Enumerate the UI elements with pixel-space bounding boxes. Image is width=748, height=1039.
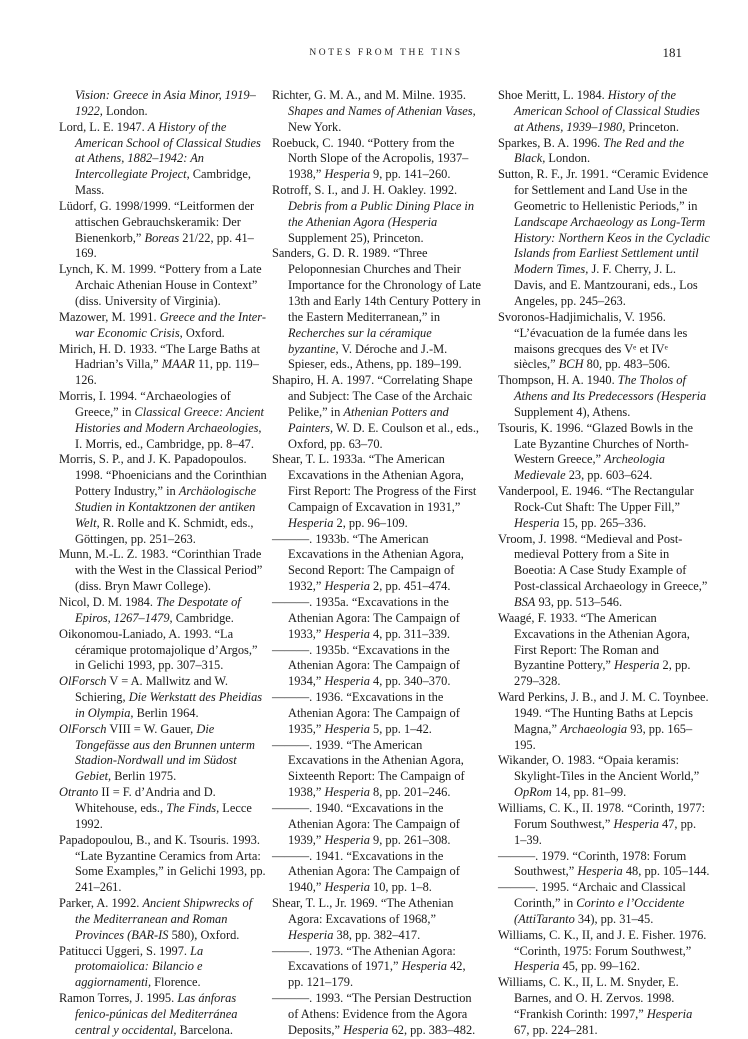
bibliography-entry: [59, 452, 267, 547]
bibliography-entry: [498, 975, 710, 1038]
entry-italic-text: History of the American School of Classical Studies at Athens, 1939–1980,: [514, 88, 700, 134]
bibliography-entry: [272, 246, 484, 373]
entry-italic-text: Debris from a Public Dining Place in the Athenian Agora (Hesperia: [288, 198, 475, 229]
entry-text: Vanderpool, E. 1946. “The Rectangular Rock-Cut Shaft: The Upper Fill,”: [498, 484, 694, 514]
bibliography-entry: [272, 183, 484, 246]
bibliography-entry: [498, 849, 710, 881]
entry-italic-text: Archäologische Studien in Kontaktzonen der antiken Welt,: [75, 484, 257, 530]
entry-text: Lord, L. E. 1947.: [59, 119, 148, 134]
bibliography-entry: [498, 373, 710, 421]
entry-text: Princeton.: [625, 119, 679, 134]
entry-text: Berlin 1975.: [111, 769, 177, 784]
entry-text: ———. 1940. “Excavations in the Athenian Agora: The Campaign of 1939,”: [272, 800, 460, 847]
entry-italic-text: Hesperia: [646, 1006, 693, 1021]
entry-text: II = F. d’Andria and D. Whitehouse, eds.,: [75, 785, 216, 815]
entry-text: Williams, C. K., II, L. M. Snyder, E. Barnes, and O. H. Zervos. 1998. “Frankish Corinth: 1997,”: [498, 975, 679, 1021]
entry-text: Patitucci Uggeri, S. 1997.: [59, 943, 191, 958]
entry-text: 47, pp. 1–39.: [514, 816, 697, 847]
entry-text: Nicol, D. M. 1984.: [59, 595, 157, 609]
entry-text: 9, pp. 141–260.: [369, 167, 451, 182]
entry-italic-text: Hesperia: [324, 167, 370, 182]
entry-text: Oxford.: [182, 325, 225, 340]
entry-text: Morris, I. 1994. “Archaeologies of Greece,” in: [59, 389, 231, 419]
bibliography-entry: [498, 88, 710, 136]
entry-text: V. Déroche and J.-M. Spieser, eds., Athens, pp. 189–199.: [288, 341, 462, 372]
bibliography-entry: [59, 88, 267, 120]
entry-text: Shear, T. L., Jr. 1969. “The Athenian Agora: Excavations of 1968,”: [272, 896, 454, 926]
entry-italic-text: Hesperia: [288, 927, 334, 942]
entry-text: Richter, G. M. A., and M. Milne. 1935.: [272, 88, 466, 102]
bibliography-entry: [498, 753, 710, 801]
entry-text: Sanders, G. D. R. 1989. “Three Peloponnesian Churches and Their Importance for the Chronology of Late 13th and Early 14th Century Pottery in the Eastern Mediterranean,” in: [272, 246, 482, 324]
entry-text: 15, pp. 265–336.: [559, 515, 647, 530]
bibliography-entry: [498, 484, 710, 532]
entry-italic-text: The Finds,: [166, 800, 220, 815]
entry-text: 62, pp. 383–482.: [388, 1022, 476, 1037]
entry-text: ———. 1933b. “The American Excavations in the Athenian Agora, Second Report: The Campaign of 1932,”: [272, 531, 464, 594]
bibliography-entry: [498, 167, 710, 310]
bibliography-entry: [59, 991, 267, 1039]
entry-text: 2, pp. 96–109.: [333, 515, 408, 530]
entry-text: 5, pp. 1–42.: [369, 721, 432, 736]
entry-text: Lüdorf, G. 1998/1999. “Leitformen der attischen Gebrauchskeramik: Der Bienenkorb,”: [59, 198, 255, 245]
entry-italic-text: Hesperia: [401, 959, 447, 974]
bibliography-entry: [272, 801, 484, 849]
bibliography-entry: [272, 690, 484, 738]
entry-italic-text: Otranto: [59, 785, 99, 800]
entry-italic-text: Archaeologia: [560, 721, 628, 736]
entry-italic-text: OpRom: [514, 785, 552, 800]
entry-text: ———. 1935b. “Excavations in the Athenian Agora: The Campaign of 1934,”: [272, 642, 460, 689]
entry-text: ———. 1941. “Excavations in the Athenian Agora: The Campaign of 1940,”: [272, 848, 460, 895]
entry-text: Shoe Meritt, L. 1984.: [498, 88, 608, 102]
bibliography-entry: [59, 674, 267, 722]
entry-text: New York.: [288, 119, 342, 134]
entry-italic-text: Recherches sur la céramique byzantine,: [288, 325, 432, 356]
entry-text: Mazower, M. 1991.: [59, 309, 160, 324]
entry-text: London.: [102, 103, 148, 118]
entry-italic-text: Hesperia: [514, 959, 560, 974]
bibliography-entry: [59, 896, 267, 944]
entry-italic-text: Die Tongefässe aus den Brunnen unterm Stadion-Nordwall und im Südost Gebiet,: [75, 721, 255, 784]
entry-italic-text: Shapes and Names of Athenian Vases,: [288, 103, 476, 118]
entry-text: Shapiro, H. A. 1997. “Correlating Shape and Subject: The Case of the Archaic Pelike,” in: [272, 373, 473, 419]
bibliography-entry: [498, 928, 710, 976]
entry-text: Lynch, K. M. 1999. “Pottery from a Late Archaic Athenian House in Context” (diss. University of Virginia).: [59, 262, 262, 308]
entry-italic-text: Las ánforas fenico-púnicas del Mediterránea central y occidental,: [75, 991, 238, 1037]
entry-text: 21/22, pp. 41–169.: [75, 230, 254, 261]
entry-text: Waagé, F. 1933. “The American Excavations in the Athenian Agora, First Report: The Roman and Byzantine Pottery,”: [498, 610, 690, 673]
entry-italic-text: Boreas: [144, 230, 180, 245]
bibliography-entry: [272, 944, 484, 992]
bibliography-entry: [272, 991, 484, 1039]
entry-text: ———. 1936. “Excavations in the Athenian Agora: The Campaign of 1935,”: [272, 690, 460, 736]
bibliography-entry: [59, 627, 267, 675]
entry-italic-text: Hesperia: [613, 816, 659, 831]
entry-text: R. Rolle and K. Schmidt, eds., Göttingen, pp. 251–263.: [75, 515, 254, 546]
entry-text: 580), Oxford.: [168, 927, 240, 942]
bibliography-entry: [498, 611, 710, 690]
entry-text: Florence.: [151, 975, 201, 990]
bibliography-entry: [272, 595, 484, 643]
entry-italic-text: OlForsch: [59, 721, 107, 736]
entry-text: ———. 1973. “The Athenian Agora: Excavations of 1971,”: [272, 943, 456, 974]
entry-text: Sparkes, B. A. 1996.: [498, 135, 604, 150]
bibliography-column-3: [498, 88, 710, 1039]
bibliography-entry: [272, 373, 484, 452]
entry-text: ———. 1995. “Archaic and Classical Corinth,” in: [498, 880, 686, 911]
entry-text: Williams, C. K., II, and J. E. Fisher. 1976. “Corinth, 1975: Forum Southwest,”: [498, 927, 707, 958]
entry-text: Papadopoulou, B., and K. Tsouris. 1993. “Late Byzantine Ceramics from Arta: Some Examples,” in Gelichi 1993, pp. 241–261.: [59, 832, 266, 895]
bibliography-entry: [59, 120, 267, 199]
entry-italic-text: OlForsch: [59, 674, 107, 689]
entry-italic-text: Archeologia Medievale: [514, 452, 665, 483]
entry-italic-text: Hesperia: [324, 880, 370, 895]
entry-text: 48, pp. 105–144.: [622, 864, 710, 879]
bibliography-entry: [59, 595, 267, 627]
bibliography-entry: [498, 880, 710, 928]
entry-text: Vroom, J. 1998. “Medieval and Post-medieval Pottery from a Site in Boeotia: A Case Study Example of Post-classical Archaeology in Greece,”: [498, 531, 708, 594]
entry-text: Oikonomou-Laniado, A. 1993. “La céramique protomajolique d’Argos,” in Gelichi 1993, pp. 307–315.: [59, 626, 258, 673]
entry-text: 4, pp. 311–339.: [369, 626, 451, 641]
entry-text: Parker, A. 1992.: [59, 896, 143, 911]
entry-italic-text: Athenian Potters and Painters,: [288, 404, 449, 435]
entry-italic-text: Die Werkstatt des Pheidias in Olympia,: [75, 690, 263, 720]
entry-text: 14, pp. 81–99.: [551, 785, 627, 800]
entry-italic-text: A History of the American School of Classical Studies at Athens, 1882–1942: An Intercollegiate Project,: [75, 119, 261, 182]
entry-text: 38, pp. 382–417.: [333, 927, 421, 942]
entry-text: V = A. Mallwitz and W. Schiering,: [75, 674, 228, 705]
entry-text: 93, pp. 165–195.: [514, 721, 693, 752]
running-head-title: NOTES FROM THE TINS: [309, 48, 463, 58]
bibliography-entry: [498, 801, 710, 849]
entry-text: 9, pp. 261–308.: [369, 832, 451, 847]
entry-italic-text: Classical Greece: Ancient Histories and Modern Archaeologies,: [75, 404, 264, 435]
entry-italic-text: Hesperia: [324, 579, 370, 594]
entry-italic-text: Hesperia: [324, 785, 370, 800]
entry-text: 80, pp. 483–506.: [583, 357, 671, 372]
bibliography-entry: [272, 452, 484, 531]
bibliography-entry: [59, 547, 267, 595]
entry-text: Barcelona.: [176, 1022, 233, 1037]
entry-text: 67, pp. 224–281.: [514, 1022, 598, 1037]
entry-text: Cambridge.: [172, 610, 234, 625]
entry-text: I. Morris, ed., Cambridge, pp. 8–47.: [75, 436, 254, 451]
entry-italic-text: Hesperia: [343, 1022, 389, 1037]
bibliography-entry: [498, 532, 710, 611]
entry-text: Ward Perkins, J. B., and J. M. C. Toynbee. 1949. “The Hunting Baths at Lepcis Magna,”: [498, 690, 709, 736]
bibliography-entry: [272, 643, 484, 691]
bibliography-entry: [272, 532, 484, 595]
entry-text: Rotroff, S. I., and J. H. Oakley. 1992.: [272, 183, 458, 198]
bibliography-column-1: [59, 88, 267, 1039]
bibliography-entry: [59, 199, 267, 262]
entry-text: Tsouris, K. 1996. “Glazed Bowls in the Late Byzantine Churches of North-Western Greece,”: [498, 420, 693, 467]
bibliography-entry: [59, 833, 267, 896]
bibliography-entry: [498, 690, 710, 753]
entry-text: 23, pp. 603–624.: [565, 468, 653, 483]
bibliography-entry: [59, 785, 267, 833]
entry-text: ———. 1993. “The Persian Destruction of Athens: Evidence from the Agora Deposits,”: [272, 991, 472, 1037]
entry-italic-text: Landscape Archaeology as Long-Term History: Northern Keos in the Cycladic Islands from Earliest Settlement until Modern Times,: [514, 214, 710, 277]
entry-text: VIII = W. Gauer,: [106, 721, 197, 736]
page-number: 181: [662, 45, 682, 60]
entry-italic-text: MAAR: [161, 357, 195, 372]
entry-text: 2, pp. 451–474.: [369, 579, 451, 594]
entry-text: Thompson, H. A. 1940.: [498, 373, 618, 388]
bibliography-entry: [59, 310, 267, 342]
bibliography-entry: [272, 738, 484, 801]
bibliography-entry: [272, 136, 484, 184]
bibliography-entry: [59, 944, 267, 992]
entry-text: 34), pp. 31–45.: [574, 911, 654, 926]
entry-italic-text: Hesperia: [577, 864, 623, 879]
bibliography-entry: [59, 389, 267, 452]
bibliography-entry: [498, 310, 710, 373]
entry-text: 93, pp. 513–546.: [535, 595, 623, 609]
entry-italic-text: Hesperia: [288, 515, 334, 530]
bibliography-entry: [59, 262, 267, 310]
bibliography-entry: [498, 136, 710, 168]
entry-text: 2, pp. 279–328.: [514, 658, 691, 689]
bibliography-entry: [272, 88, 484, 136]
bibliography-entry: [498, 421, 710, 484]
entry-text: 4, pp. 340–370.: [369, 674, 451, 689]
entry-italic-text: The Despotate of Epiros, 1267–1479,: [75, 595, 241, 625]
bibliography-entry: [59, 342, 267, 390]
entry-text: J. F. Cherry, J. L. Davis, and E. Mantzourani, eds., Los Angeles, pp. 245–263.: [514, 262, 698, 308]
entry-italic-text: Vision: Greece in Asia Minor, 1919–1922,: [75, 88, 256, 118]
entry-italic-text: Hesperia: [324, 832, 370, 847]
entry-italic-text: Ancient Shipwrecks of the Mediterranean and Roman Provinces (BAR-IS: [75, 896, 253, 942]
entry-text: London.: [545, 151, 591, 166]
entry-text: Ramon Torres, J. 1995.: [59, 991, 178, 1006]
entry-italic-text: BCH: [558, 357, 584, 372]
entry-italic-text: La protomaiolica: Bilancio e aggiornamenti,: [75, 943, 204, 990]
entry-text: ———. 1939. “The American Excavations in the Athenian Agora, Sixteenth Report: The Campaign of 1938,”: [272, 737, 465, 800]
entry-text: ———. 1935a. “Excavations in the Athenian Agora: The Campaign of 1933,”: [272, 595, 460, 641]
entry-italic-text: Hesperia: [614, 658, 660, 673]
entry-text: Supplement 4), Athens.: [514, 404, 631, 419]
bibliography-entry: [59, 722, 267, 785]
entry-text: 11, pp. 119–126.: [75, 357, 259, 388]
entry-text: Lecce 1992.: [75, 800, 252, 831]
entry-text: Wikander, O. 1983. “Opaia keramis: Skylight-Tiles in the Ancient World,”: [498, 753, 700, 784]
entry-text: Morris, S. P., and J. K. Papadopoulos. 1998. “Phoenicians and the Corinthian Pottery Industry,” in: [59, 452, 267, 499]
entry-italic-text: BSA: [514, 595, 536, 609]
entry-text: Svoronos-Hadjimichalis, V. 1956. “L’évacuation de la fumée dans les maisons grecques des Vᵉ et IVᵉ siècles,”: [498, 309, 688, 372]
entry-text: Cambridge, Mass.: [75, 167, 251, 198]
entry-text: 42, pp. 121–179.: [288, 959, 466, 990]
entry-italic-text: Hesperia: [514, 515, 560, 530]
entry-text: 10, pp. 1–8.: [369, 880, 432, 895]
entry-text: 45, pp. 99–162.: [559, 959, 640, 974]
bibliography-entry: [272, 896, 484, 944]
entry-italic-text: Corinto e l’Occidente (AttiTaranto: [514, 896, 685, 926]
entry-text: Mirich, H. D. 1933. “The Large Baths at Hadrian’s Villa,”: [59, 341, 261, 372]
entry-text: Shear, T. L. 1933a. “The American Excavations in the Athenian Agora, First Report: The Progress of the First Campaign of Excavation in 1931,”: [272, 452, 477, 514]
entry-text: Sutton, R. F., Jr. 1991. “Ceramic Evidence for Settlement and Land Use in the Geometric to Hellenistic Periods,” in: [498, 167, 709, 213]
entry-text: Munn, M.-L. Z. 1983. “Corinthian Trade with the West in the Classical Period” (diss. Bryn Mawr College).: [59, 547, 263, 594]
entry-italic-text: The Tholos of Athens and Its Predecessors (Hesperia: [514, 373, 707, 404]
bibliography-entry: [272, 849, 484, 897]
bibliography-column-2: [272, 88, 484, 1039]
entry-text: Supplement 25), Princeton.: [288, 230, 424, 245]
entry-text: Roebuck, C. 1940. “Pottery from the North Slope of the Acropolis, 1937–1938,”: [272, 135, 469, 182]
entry-text: ———. 1979. “Corinth, 1978: Forum Southwest,”: [498, 848, 687, 879]
entry-text: W. D. E. Coulson et al., eds., Oxford, pp. 63–70.: [288, 420, 480, 451]
entry-text: 8, pp. 201–246.: [369, 785, 451, 800]
entry-italic-text: Greece and the Inter-war Economic Crisis,: [75, 309, 266, 340]
entry-italic-text: Hesperia: [324, 674, 370, 689]
entry-text: Williams, C. K., II. 1978. “Corinth, 1977: Forum Southwest,”: [498, 800, 706, 831]
entry-text: Berlin 1964.: [133, 705, 199, 720]
entry-italic-text: The Red and the Black,: [514, 135, 685, 166]
entry-italic-text: Hesperia: [324, 626, 370, 641]
entry-italic-text: Hesperia: [324, 721, 370, 736]
